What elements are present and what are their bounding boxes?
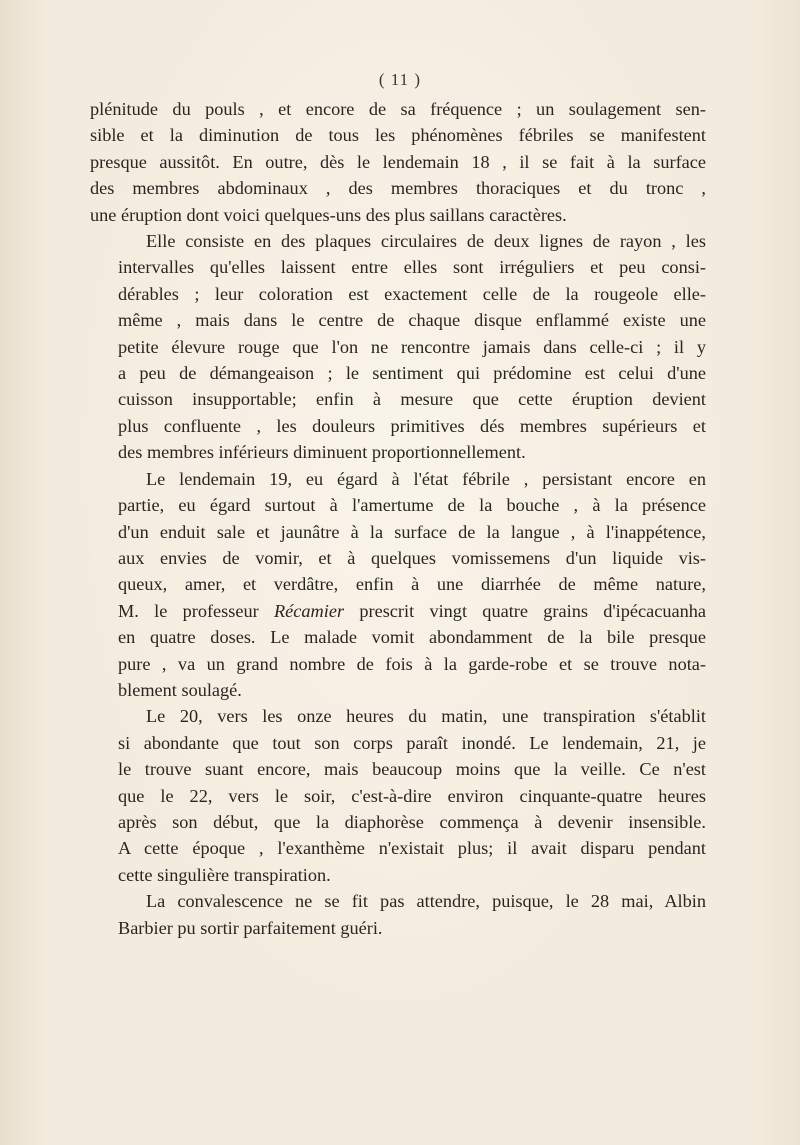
text-line: plénitude du pouls , et encore de sa fréquence ; un soulagement sen-: [90, 99, 706, 119]
text-line: pure , va un grand nombre de fois à la garde-robe et se trouve nota-: [118, 653, 706, 674]
text-line: des membres abdominaux , des membres thoraciques et du tronc ,: [90, 178, 706, 199]
paragraph: [90, 228, 706, 466]
text-line: La convalescence ne se fit pas attendre, puisque, le 28 mai, Albin: [146, 891, 706, 912]
text-line: cette singulière transpiration.: [118, 864, 331, 885]
text-line: dérables ; leur coloration est exactement celle de la rougeole elle-: [118, 283, 706, 304]
text-line: en quatre doses. Le malade vomit abondamment de la bile presque: [118, 627, 706, 648]
text-line: Le 20, vers les onze heures du matin, une transpiration s'établit: [146, 706, 706, 727]
text-line: cuisson insupportable; enfin à mesure que cette éruption devient: [118, 389, 706, 410]
text-line: une éruption dont voici quelques-uns des plus saillans caractères.: [90, 204, 567, 225]
text-line: blement soulagé.: [118, 679, 242, 700]
text-line: aux envies de vomir, et à quelques vomissemens d'un liquide vis-: [118, 547, 706, 568]
paragraph: [90, 703, 706, 888]
text-line: presque aussitôt. En outre, dès le lendemain 18 , il se fait à la surface: [90, 151, 706, 172]
text-line: que le 22, vers le soir, c'est-à-dire environ cinquante-quatre heures: [118, 785, 706, 806]
text-line: même , mais dans le centre de chaque disque enflammé existe une: [118, 310, 706, 331]
text-line: M. le professeur Récamier prescrit vingt quatre grains d'ipécacuanha: [118, 600, 706, 621]
text-line: plus confluente , les douleurs primitives dés membres supérieurs et: [118, 415, 706, 436]
text-line: après son début, que la diaphorèse commença à devenir insensible.: [118, 811, 706, 832]
text-line: Elle consiste en des plaques circulaires de deux lignes de rayon , les: [146, 231, 706, 252]
text-line: A cette époque , l'exanthème n'existait plus; il avait disparu pendant: [118, 838, 706, 859]
paragraph: [90, 466, 706, 704]
text-line: Barbier pu sortir parfaitement guéri.: [118, 917, 383, 938]
text-line: a peu de démangeaison ; le sentiment qui prédomine est celui d'une: [118, 363, 706, 384]
text-line: queux, amer, et verdâtre, enfin à une diarrhée de même nature,: [118, 574, 706, 595]
text-line: sible et la diminution de tous les phénomènes fébriles se manifestent: [90, 125, 706, 146]
text-line: le trouve suant encore, mais beaucoup moins que la veille. Ce n'est: [118, 759, 706, 780]
paragraph: [90, 96, 706, 228]
text-line: des membres inférieurs diminuent proportionnellement.: [118, 442, 526, 463]
page-number: ( 11 ): [378, 70, 422, 89]
text-line: Le lendemain 19, eu égard à l'état fébrile , persistant encore en: [146, 468, 706, 489]
text-line: si abondante que tout son corps paraît inondé. Le lendemain, 21, je: [118, 732, 706, 753]
text-line: intervalles qu'elles laissent entre elles sont irréguliers et peu consi-: [118, 257, 706, 278]
body-text: [90, 96, 706, 941]
text-line: d'un enduit sale et jaunâtre à la surface de la langue , à l'inappétence,: [118, 521, 706, 542]
text-line: partie, eu égard surtout à l'amertume de la bouche , à la présence: [118, 495, 706, 516]
paragraph: [90, 888, 706, 941]
text-line: petite élevure rouge que l'on ne rencontre jamais dans celle-ci ; il y: [118, 336, 706, 357]
italic-name: Récamier: [274, 600, 345, 621]
